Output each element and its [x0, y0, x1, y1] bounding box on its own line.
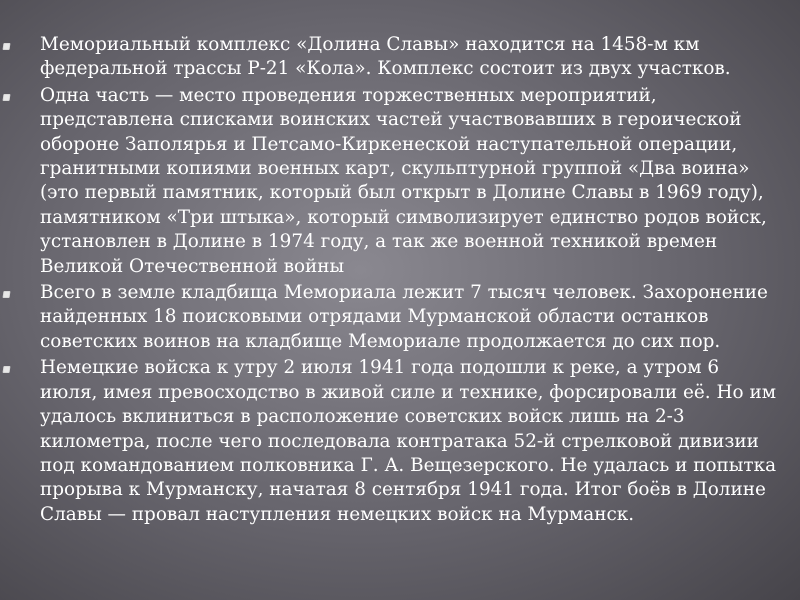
bullet-text: Немецкие войска к утру 2 июля 1941 года подошли к реке, а утром 6 июля, имея превосходство в живой силе и технике, форсировали её. Но им удалось вклиниться в расположение советских войск лишь на 2-3 километра, после чего последовала контратака 52-й стрелковой дивизии под командованием полковника Г. А. Вещезерского. Не удалась и попытка прорыва к Мурманску, начатая 8 сентября 1941 года. Итог боёв в Долине Славы — провал наступления немецких войск на Мурманск. — [40, 357, 777, 525]
bullet-text: Мемориальный комплекс «Долина Славы» находится на 1458-м км федеральной трассы Р-21 «Кола». Комплекс состоит из двух участков. — [40, 34, 731, 80]
square-bullet-icon — [3, 43, 11, 50]
bullet-item — [40, 33, 780, 82]
bullet-text: Одна часть — место проведения торжественных мероприятий, представлена списками воинских частей участвовавших в героической обороне Заполярья и Петсамо-Киркенеской наступательной операции, гранитными копиями военных карт, скульптурной группой «Два воина» (это первый памятник, который был открыт в Долине Славы в 1969 году), памятником «Три штыка», который символизирует единство родов войск, установлен в Долине в 1974 году, а так же военной техникой времен Великой Отечественной войны — [40, 84, 767, 277]
bullet-text: Всего в земле кладбища Мемориала лежит 7 тысяч человек. Захоронение найденных 18 поисковыми отрядами Мурманской области останков советских воинов на кладбище Мемориале продолжается до сих пор. — [40, 282, 768, 352]
square-bullet-icon — [3, 291, 11, 298]
bullet-item — [40, 281, 780, 354]
square-bullet-icon — [3, 94, 11, 101]
square-bullet-icon — [3, 366, 11, 373]
bullet-item — [40, 84, 780, 279]
bullet-list — [40, 33, 780, 529]
bullet-item — [40, 356, 780, 527]
